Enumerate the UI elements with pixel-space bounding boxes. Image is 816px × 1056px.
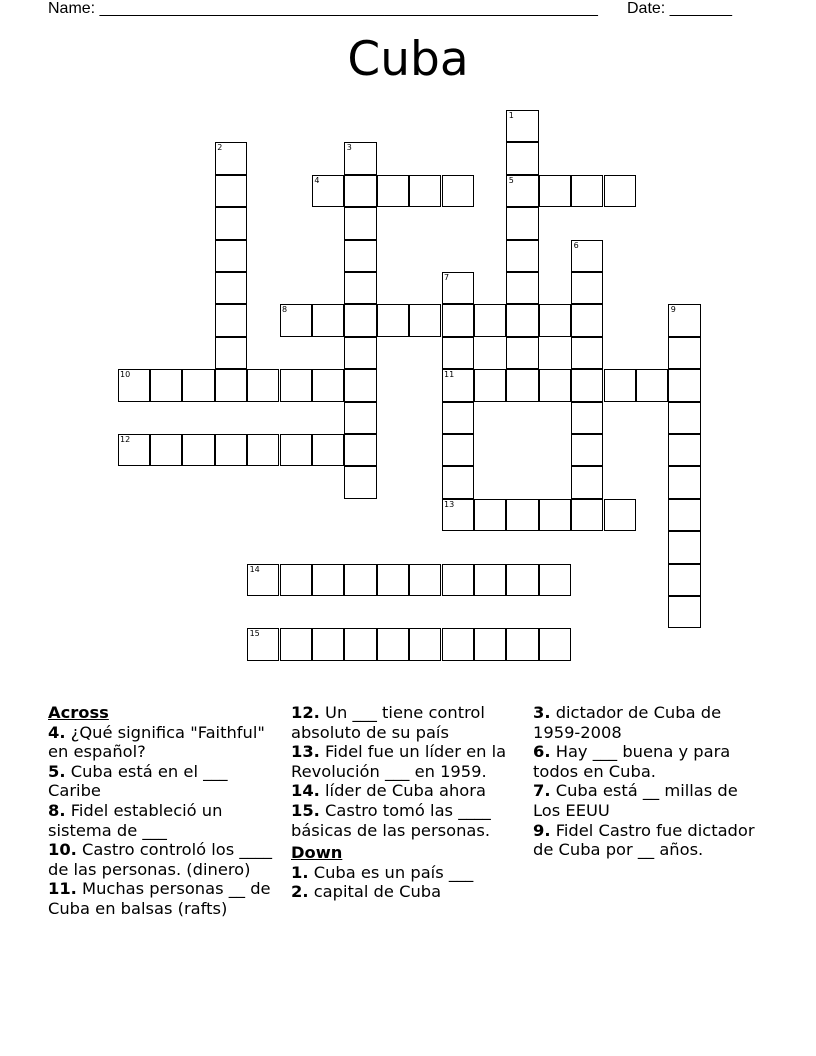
clue-text: Hay ___ buena y para todos en Cuba. (533, 742, 731, 781)
cell-number: 6 (573, 240, 579, 250)
grid-cell[interactable] (506, 369, 538, 401)
grid-cell[interactable] (344, 304, 376, 336)
grid-cell[interactable] (506, 272, 538, 304)
name-field-label: Name: ________________________________________________________ (48, 0, 598, 17)
grid-cell[interactable] (344, 628, 376, 660)
clue-down-1 (291, 863, 526, 883)
grid-cell[interactable] (506, 628, 538, 660)
clue-text: líder de Cuba ahora (325, 781, 486, 801)
clue-number: 1. (291, 862, 309, 882)
grid-cell[interactable] (571, 175, 603, 207)
grid-cell[interactable] (247, 628, 279, 660)
grid-cell[interactable] (668, 402, 700, 434)
cell-number: 9 (670, 305, 676, 315)
across-heading: Across (48, 703, 109, 722)
grid-cell[interactable] (344, 337, 376, 369)
grid-cell[interactable] (571, 369, 603, 401)
grid-cell[interactable] (668, 369, 700, 401)
clue-across-13 (291, 742, 526, 781)
date-field-label: Date: _______ (627, 0, 732, 17)
grid-cell[interactable] (118, 434, 150, 466)
clue-number: 5. (48, 761, 66, 781)
grid-cell[interactable] (506, 304, 538, 336)
grid-cell[interactable] (668, 466, 700, 498)
grid-cell[interactable] (344, 240, 376, 272)
grid-cell[interactable] (442, 466, 474, 498)
grid-cell[interactable] (474, 628, 506, 660)
clue-text: Muchas personas __ de Cuba en balsas (rafts) (48, 879, 271, 918)
clue-column-1 (48, 703, 283, 919)
grid-cell[interactable] (377, 628, 409, 660)
clue-number: 14. (291, 781, 320, 801)
grid-cell[interactable] (344, 142, 376, 174)
grid-cell[interactable] (506, 240, 538, 272)
grid-cell[interactable] (571, 304, 603, 336)
clue-across-14 (291, 781, 526, 801)
cell-number: 13 (444, 499, 455, 509)
cell-number: 15 (249, 629, 260, 639)
grid-cell[interactable] (409, 564, 441, 596)
grid-cell[interactable] (150, 369, 182, 401)
grid-cell[interactable] (344, 402, 376, 434)
grid-cell[interactable] (636, 369, 668, 401)
clue-number: 13. (291, 742, 320, 762)
clue-across-5 (48, 762, 283, 801)
grid-cell[interactable] (344, 564, 376, 596)
grid-cell[interactable] (344, 466, 376, 498)
cell-number: 1 (508, 111, 514, 120)
grid-cell[interactable] (215, 175, 247, 207)
clue-number: 6. (533, 742, 551, 762)
grid-cell[interactable] (182, 369, 214, 401)
clue-down-6 (533, 742, 768, 781)
grid-cell[interactable] (215, 369, 247, 401)
grid-cell[interactable] (506, 110, 538, 142)
grid-cell[interactable] (409, 175, 441, 207)
grid-cell[interactable] (506, 499, 538, 531)
grid-cell[interactable] (474, 564, 506, 596)
grid-cell[interactable] (150, 434, 182, 466)
grid-cell[interactable] (280, 434, 312, 466)
clue-column-2 (291, 703, 526, 902)
grid-cell[interactable] (668, 499, 700, 531)
clue-number: 4. (48, 722, 66, 742)
grid-cell[interactable] (539, 369, 571, 401)
grid-cell[interactable] (312, 628, 344, 660)
cell-number: 4 (314, 175, 320, 185)
clue-text: Cuba está en el ___ Caribe (48, 761, 228, 801)
grid-cell[interactable] (571, 499, 603, 531)
grid-cell[interactable] (506, 142, 538, 174)
cell-number: 10 (120, 370, 131, 380)
grid-cell[interactable] (474, 499, 506, 531)
clue-down-7 (533, 781, 768, 820)
clue-across-12 (291, 703, 526, 742)
grid-cell[interactable] (442, 434, 474, 466)
grid-cell[interactable] (215, 142, 247, 174)
grid-cell[interactable] (215, 207, 247, 239)
grid-cell[interactable] (539, 564, 571, 596)
grid-cell[interactable] (344, 434, 376, 466)
clue-down-3 (533, 703, 768, 742)
grid-cell[interactable] (442, 369, 474, 401)
grid-cell[interactable] (215, 434, 247, 466)
cell-number: 14 (249, 564, 260, 574)
clue-number: 7. (533, 781, 551, 801)
grid-cell[interactable] (442, 402, 474, 434)
clue-text: Castro tomó las ____ básicas de las personas. (291, 800, 491, 840)
grid-cell[interactable] (377, 304, 409, 336)
grid-cell[interactable] (312, 175, 344, 207)
grid-cell[interactable] (247, 434, 279, 466)
clue-down-2 (291, 882, 526, 902)
grid-cell[interactable] (571, 272, 603, 304)
clue-text: Fidel estableció un sistema de ___ (48, 800, 223, 840)
grid-cell[interactable] (506, 207, 538, 239)
clue-down-9 (533, 821, 768, 860)
grid-cell[interactable] (215, 337, 247, 369)
cell-number: 11 (444, 370, 455, 380)
grid-cell[interactable] (344, 272, 376, 304)
grid-cell[interactable] (668, 304, 700, 336)
down-heading: Down (291, 843, 343, 863)
grid-cell[interactable] (442, 628, 474, 660)
grid-cell[interactable] (442, 499, 474, 531)
grid-cell[interactable] (506, 175, 538, 207)
grid-cell[interactable] (539, 175, 571, 207)
cell-number: 3 (346, 143, 352, 153)
grid-cell[interactable] (442, 175, 474, 207)
grid-cell[interactable] (377, 564, 409, 596)
grid-cell[interactable] (280, 369, 312, 401)
grid-cell[interactable] (604, 499, 636, 531)
grid-cell[interactable] (539, 628, 571, 660)
grid-cell[interactable] (409, 628, 441, 660)
grid-cell[interactable] (377, 175, 409, 207)
grid-cell[interactable] (604, 369, 636, 401)
clue-text: ¿Qué significa "Faithful" en español? (48, 722, 265, 762)
grid-cell[interactable] (312, 304, 344, 336)
grid-cell[interactable] (280, 628, 312, 660)
grid-cell[interactable] (539, 499, 571, 531)
grid-cell[interactable] (409, 304, 441, 336)
cell-number: 8 (282, 305, 288, 315)
clue-across-15 (291, 801, 526, 840)
clue-text: Un ___ tiene control absoluto de su país (291, 703, 485, 742)
clue-number: 2. (291, 882, 309, 902)
clue-text: Cuba es un país ___ (313, 862, 474, 882)
grid-cell[interactable] (280, 564, 312, 596)
clue-number: 11. (48, 879, 77, 899)
grid-cell[interactable] (474, 304, 506, 336)
clue-number: 8. (48, 800, 66, 820)
clue-across-8 (48, 801, 283, 840)
grid-cell[interactable] (668, 337, 700, 369)
grid-cell[interactable] (539, 304, 571, 336)
clue-text: Fidel Castro fue dictador de Cuba por __ años. (533, 820, 755, 860)
cell-number: 5 (508, 175, 514, 185)
grid-cell[interactable] (247, 564, 279, 596)
grid-cell[interactable] (474, 369, 506, 401)
cell-number: 2 (217, 143, 223, 153)
grid-cell[interactable] (442, 304, 474, 336)
grid-cell[interactable] (668, 596, 700, 628)
grid-cell[interactable] (215, 272, 247, 304)
grid-cell[interactable] (312, 564, 344, 596)
grid-cell[interactable] (344, 207, 376, 239)
clue-text: capital de Cuba (313, 882, 442, 902)
grid-cell[interactable] (668, 564, 700, 596)
clue-across-4 (48, 723, 283, 762)
grid-cell[interactable] (442, 272, 474, 304)
grid-cell[interactable] (571, 434, 603, 466)
grid-cell[interactable] (506, 564, 538, 596)
grid-cell[interactable] (571, 337, 603, 369)
grid-cell[interactable] (280, 304, 312, 336)
clue-number: 10. (48, 840, 77, 860)
grid-cell[interactable] (571, 466, 603, 498)
cell-number: 7 (444, 273, 450, 282)
cell-number: 12 (120, 435, 131, 444)
grid-cell[interactable] (604, 175, 636, 207)
grid-cell[interactable] (344, 369, 376, 401)
grid-cell[interactable] (215, 304, 247, 336)
grid-cell[interactable] (312, 369, 344, 401)
grid-cell[interactable] (571, 402, 603, 434)
grid-cell[interactable] (182, 434, 214, 466)
clue-across-11 (48, 879, 283, 918)
grid-cell[interactable] (215, 240, 247, 272)
clue-column-3 (533, 703, 768, 860)
clue-text: dictador de Cuba de 1959-2008 (533, 703, 722, 742)
grid-cell[interactable] (571, 240, 603, 272)
grid-cell[interactable] (442, 564, 474, 596)
grid-cell[interactable] (312, 434, 344, 466)
grid-cell[interactable] (442, 337, 474, 369)
page-title: Cuba (347, 32, 469, 87)
clue-text: Castro controló los ____ de las personas. (dinero) (48, 840, 272, 879)
grid-cell[interactable] (344, 175, 376, 207)
grid-cell[interactable] (506, 337, 538, 369)
clue-text: Cuba está __ millas de Los EEUU (533, 781, 738, 820)
clue-text: Fidel fue un líder en la Revolución ___ en 1959. (291, 742, 507, 781)
grid-cell[interactable] (668, 531, 700, 563)
clue-number: 15. (291, 800, 320, 820)
clue-number: 3. (533, 703, 551, 722)
grid-cell[interactable] (668, 434, 700, 466)
grid-cell[interactable] (118, 369, 150, 401)
clue-number: 12. (291, 703, 320, 722)
clue-number: 9. (533, 820, 551, 840)
clue-across-10 (48, 840, 283, 879)
grid-cell[interactable] (247, 369, 279, 401)
